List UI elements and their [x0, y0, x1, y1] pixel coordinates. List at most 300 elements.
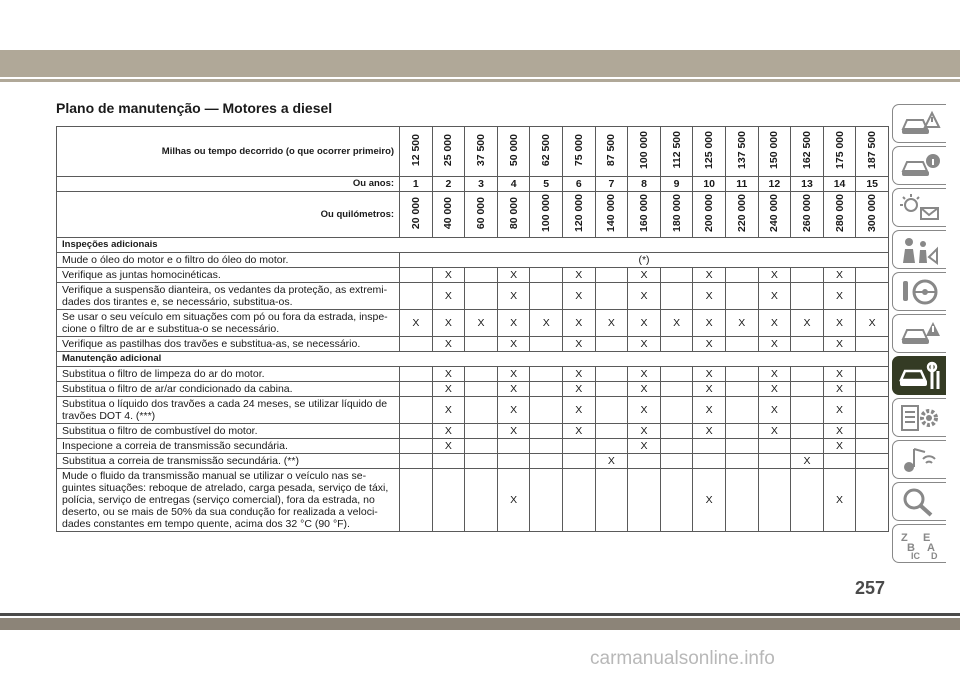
interval-mark: X: [628, 283, 661, 310]
interval-mark: [660, 283, 693, 310]
km-value: 140 000: [605, 194, 618, 232]
interval-mark: [791, 337, 824, 352]
year-value: 5: [530, 177, 563, 192]
interval-mark: X: [823, 397, 856, 424]
table-row: [57, 310, 889, 337]
interval-mark: [856, 454, 889, 469]
interval-mark: [530, 283, 563, 310]
interval-mark: X: [497, 397, 530, 424]
interval-mark: [497, 439, 530, 454]
interval-mark: [595, 469, 628, 532]
interval-mark: X: [693, 268, 726, 283]
interval-mark: X: [856, 310, 889, 337]
interval-mark: X: [758, 310, 791, 337]
interval-mark: [595, 382, 628, 397]
interval-mark: X: [823, 283, 856, 310]
interval-mark: [563, 469, 596, 532]
km-cell: [595, 192, 628, 238]
page-number: 257: [855, 578, 886, 598]
interval-mark: [465, 397, 498, 424]
km-cell: [400, 192, 433, 238]
header-row-years: [57, 177, 889, 192]
interval-mark: [856, 283, 889, 310]
interval-mark: X: [758, 283, 791, 310]
interval-mark: [725, 424, 758, 439]
interval-mark: [400, 397, 433, 424]
miles-cell: [497, 127, 530, 177]
year-value: 6: [563, 177, 596, 192]
interval-mark: [660, 439, 693, 454]
interval-mark: [400, 283, 433, 310]
interval-mark: [530, 454, 563, 469]
task-description: Substitua o filtro de combustível do motor.: [57, 424, 400, 439]
km-value: 40 000: [442, 196, 455, 230]
km-value: 260 000: [800, 194, 813, 232]
interval-mark: [725, 268, 758, 283]
table-row: [57, 337, 889, 352]
interval-mark: [693, 439, 726, 454]
interval-mark: X: [432, 424, 465, 439]
interval-mark: X: [693, 469, 726, 532]
interval-mark: [725, 454, 758, 469]
interval-mark: X: [497, 469, 530, 532]
interval-mark: [791, 367, 824, 382]
interval-mark: X: [758, 367, 791, 382]
interval-mark: X: [693, 283, 726, 310]
table-row: [57, 367, 889, 382]
km-cell: [660, 192, 693, 238]
svg-text:Z: Z: [901, 532, 908, 544]
table-row: [57, 454, 889, 469]
interval-mark: [595, 367, 628, 382]
table-row: [57, 253, 889, 268]
km-cell: [465, 192, 498, 238]
interval-mark: [465, 382, 498, 397]
interval-mark: X: [563, 268, 596, 283]
km-value: 120 000: [572, 194, 585, 232]
year-value: 15: [856, 177, 889, 192]
interval-mark: [530, 439, 563, 454]
miles-cell: [595, 127, 628, 177]
year-value: 12: [758, 177, 791, 192]
svg-text:D: D: [931, 551, 938, 559]
km-value: 300 000: [866, 194, 879, 232]
task-description: Mude o óleo do motor e o filtro do óleo do motor.: [57, 253, 400, 268]
miles-cell: [660, 127, 693, 177]
interval-mark: [758, 454, 791, 469]
interval-mark: [660, 424, 693, 439]
section-title: Inspeções adicionais: [57, 238, 889, 253]
interval-mark: X: [497, 424, 530, 439]
interval-mark: X: [823, 424, 856, 439]
interval-mark: X: [628, 310, 661, 337]
interval-mark: [530, 337, 563, 352]
interval-mark: X: [400, 310, 433, 337]
interval-mark: [856, 367, 889, 382]
miles-value: 137 500: [735, 131, 748, 169]
chapter-tab[interactable]: [892, 146, 946, 185]
interval-mark: [791, 382, 824, 397]
interval-mark: [432, 454, 465, 469]
km-value: 200 000: [703, 194, 716, 232]
svg-text:IC: IC: [911, 551, 920, 559]
interval-mark: X: [628, 337, 661, 352]
interval-mark: [400, 454, 433, 469]
interval-mark: X: [758, 424, 791, 439]
km-cell: [856, 192, 889, 238]
interval-mark: [465, 268, 498, 283]
miles-value: 187 500: [866, 131, 879, 169]
year-value: 10: [693, 177, 726, 192]
interval-mark: X: [628, 268, 661, 283]
interval-mark: X: [660, 310, 693, 337]
km-value: 180 000: [670, 194, 683, 232]
miles-value: 50 000: [507, 133, 520, 167]
section-row: [57, 238, 889, 253]
interval-mark: X: [693, 424, 726, 439]
km-value: 280 000: [833, 194, 846, 232]
svg-text:E: E: [923, 532, 931, 544]
interval-mark: X: [693, 310, 726, 337]
interval-mark: X: [823, 382, 856, 397]
interval-mark: [595, 439, 628, 454]
task-description: Se usar o seu veículo em situações com pó ou fora da estrada, inspe-cione o filtro de ar e substitua-o se necessário.: [57, 310, 400, 337]
year-value: 8: [628, 177, 661, 192]
table-row: [57, 424, 889, 439]
interval-mark: [725, 397, 758, 424]
interval-mark: [563, 439, 596, 454]
interval-mark: X: [497, 310, 530, 337]
interval-mark: X: [563, 310, 596, 337]
interval-mark: [530, 397, 563, 424]
interval-mark: [856, 439, 889, 454]
table-row: [57, 382, 889, 397]
interval-mark: [660, 337, 693, 352]
svg-text:B: B: [907, 542, 915, 554]
interval-mark: [400, 439, 433, 454]
interval-mark: [791, 397, 824, 424]
year-value: 4: [497, 177, 530, 192]
task-description: Inspecione a correia de transmissão secundária.: [57, 439, 400, 454]
interval-mark: [465, 469, 498, 532]
miles-value: 37 500: [475, 133, 488, 167]
table-row: [57, 439, 889, 454]
interval-mark: X: [693, 382, 726, 397]
miles-value: 75 000: [572, 133, 585, 167]
interval-mark: [465, 367, 498, 382]
header-row-miles: [57, 127, 889, 177]
interval-mark: [660, 367, 693, 382]
year-value: 11: [725, 177, 758, 192]
interval-mark: [465, 439, 498, 454]
chapter-tab[interactable]: [892, 524, 946, 563]
task-description: Verifique as pastilhas dos travões e substitua-as, se necessário.: [57, 337, 400, 352]
miles-cell: [791, 127, 824, 177]
interval-mark: X: [758, 337, 791, 352]
km-value: 20 000: [409, 196, 422, 230]
interval-mark: [791, 268, 824, 283]
miles-value: 25 000: [442, 133, 455, 167]
km-cell: [530, 192, 563, 238]
chapter-tab[interactable]: [892, 398, 946, 437]
chapter-tab[interactable]: [892, 440, 946, 479]
year-value: 13: [791, 177, 824, 192]
interval-mark: X: [432, 268, 465, 283]
task-description: Mude o fluido da transmissão manual se utilizar o veículo nas se-guintes situações: reboque de atrelado, carga pesada, serviço de táxi, polícia, serviço de entregas (serviço comercial), fora da estrada, no deserto, ou se mais de 50% da sua condução for realizada a veloci-dades constantes em tempo quente, acima dos 32 °C (90 °F).: [57, 469, 400, 532]
interval-mark: X: [497, 283, 530, 310]
task-description: Substitua o líquido dos travões a cada 24 meses, se utilizar líquido de travões DOT 4. (***): [57, 397, 400, 424]
interval-mark: X: [432, 283, 465, 310]
year-value: 2: [432, 177, 465, 192]
interval-mark: X: [628, 424, 661, 439]
task-description: Substitua o filtro de limpeza do ar do motor.: [57, 367, 400, 382]
interval-mark: X: [465, 310, 498, 337]
interval-mark: [465, 337, 498, 352]
km-cell: [758, 192, 791, 238]
interval-mark: X: [758, 397, 791, 424]
km-value: 60 000: [475, 196, 488, 230]
section-row: [57, 352, 889, 367]
interval-mark: X: [432, 367, 465, 382]
interval-mark: [400, 382, 433, 397]
interval-mark: X: [595, 310, 628, 337]
km-label: Ou quilómetros:: [57, 192, 400, 238]
interval-mark: [400, 268, 433, 283]
interval-mark: X: [725, 310, 758, 337]
task-description: Substitua o filtro de ar/ar condicionado da cabina.: [57, 382, 400, 397]
section-title: Manutenção adicional: [57, 352, 889, 367]
year-value: 9: [660, 177, 693, 192]
table-row: [57, 397, 889, 424]
miles-cell: [563, 127, 596, 177]
miles-value: 150 000: [768, 131, 781, 169]
interval-mark: [595, 283, 628, 310]
maintenance-table: [56, 126, 889, 532]
interval-mark: X: [628, 382, 661, 397]
km-cell: [497, 192, 530, 238]
interval-mark: [791, 283, 824, 310]
miles-value: 62 500: [540, 133, 553, 167]
interval-note: (*): [400, 253, 889, 268]
interval-mark: [530, 424, 563, 439]
interval-mark: X: [693, 337, 726, 352]
miles-cell: [432, 127, 465, 177]
task-description: Verifique a suspensão dianteira, os vedantes da proteção, as extremi-dades dos tirantes e, se necessário, substitua-os.: [57, 283, 400, 310]
interval-mark: [791, 424, 824, 439]
task-description: Verifique as juntas homocinéticas.: [57, 268, 400, 283]
miles-value: 162 500: [800, 131, 813, 169]
year-value: 14: [823, 177, 856, 192]
interval-mark: [595, 424, 628, 439]
interval-mark: X: [563, 397, 596, 424]
page-title: Plano de manutenção — Motores a diesel: [56, 100, 333, 116]
interval-mark: [660, 397, 693, 424]
interval-mark: [791, 439, 824, 454]
miles-value: 87 500: [605, 133, 618, 167]
years-label: Ou anos:: [57, 177, 400, 192]
interval-mark: [530, 469, 563, 532]
interval-mark: [856, 397, 889, 424]
miles-label: Milhas ou tempo decorrido (o que ocorrer primeiro): [57, 127, 400, 177]
interval-mark: X: [823, 367, 856, 382]
interval-mark: X: [791, 454, 824, 469]
interval-mark: [660, 454, 693, 469]
interval-mark: [758, 439, 791, 454]
interval-mark: X: [497, 367, 530, 382]
interval-mark: [530, 268, 563, 283]
year-value: 3: [465, 177, 498, 192]
task-description: Substitua a correia de transmissão secundária. (**): [57, 454, 400, 469]
interval-mark: [660, 469, 693, 532]
interval-mark: [595, 268, 628, 283]
miles-cell: [856, 127, 889, 177]
km-value: 100 000: [540, 194, 553, 232]
interval-mark: X: [628, 439, 661, 454]
header-row-km: [57, 192, 889, 238]
interval-mark: X: [563, 283, 596, 310]
interval-mark: [628, 469, 661, 532]
km-cell: [432, 192, 465, 238]
miles-cell: [465, 127, 498, 177]
top-line: [0, 79, 960, 82]
miles-cell: [628, 127, 661, 177]
interval-mark: X: [497, 337, 530, 352]
interval-mark: [465, 454, 498, 469]
interval-mark: X: [823, 337, 856, 352]
interval-mark: X: [432, 337, 465, 352]
interval-mark: [595, 397, 628, 424]
interval-mark: X: [563, 424, 596, 439]
interval-mark: X: [432, 382, 465, 397]
miles-cell: [693, 127, 726, 177]
miles-cell: [758, 127, 791, 177]
interval-mark: [725, 439, 758, 454]
chapter-tab[interactable]: [892, 482, 946, 521]
miles-value: 175 000: [833, 131, 846, 169]
chapter-tab[interactable]: [892, 188, 946, 227]
interval-mark: X: [823, 469, 856, 532]
chapter-tab[interactable]: [892, 314, 946, 353]
interval-mark: [693, 454, 726, 469]
km-value: 220 000: [735, 194, 748, 232]
table-row: [57, 268, 889, 283]
interval-mark: X: [758, 382, 791, 397]
interval-mark: X: [497, 268, 530, 283]
interval-mark: [563, 454, 596, 469]
km-cell: [791, 192, 824, 238]
interval-mark: [758, 469, 791, 532]
km-value: 80 000: [507, 196, 520, 230]
interval-mark: [400, 469, 433, 532]
interval-mark: [856, 268, 889, 283]
interval-mark: [856, 337, 889, 352]
km-cell: [563, 192, 596, 238]
miles-cell: [725, 127, 758, 177]
svg-text:A: A: [927, 542, 935, 554]
interval-mark: X: [823, 310, 856, 337]
miles-value: 100 000: [637, 131, 650, 169]
year-value: 1: [400, 177, 433, 192]
interval-mark: [725, 382, 758, 397]
interval-mark: [823, 454, 856, 469]
chapter-tab[interactable]: [892, 230, 946, 269]
interval-mark: X: [563, 337, 596, 352]
interval-mark: X: [432, 310, 465, 337]
miles-value: 12 500: [409, 133, 422, 167]
interval-mark: [628, 454, 661, 469]
interval-mark: [595, 337, 628, 352]
interval-mark: [725, 367, 758, 382]
chapter-tab[interactable]: [892, 356, 946, 395]
top-band: [0, 50, 960, 77]
bottom-line: [0, 613, 960, 616]
km-value: 240 000: [768, 194, 781, 232]
interval-mark: [660, 268, 693, 283]
interval-mark: X: [563, 382, 596, 397]
interval-mark: X: [693, 397, 726, 424]
interval-mark: X: [497, 382, 530, 397]
interval-mark: X: [563, 367, 596, 382]
interval-mark: [400, 424, 433, 439]
miles-value: 125 000: [703, 131, 716, 169]
interval-mark: X: [693, 367, 726, 382]
interval-mark: X: [823, 439, 856, 454]
interval-mark: [432, 469, 465, 532]
interval-mark: X: [758, 268, 791, 283]
miles-cell: [400, 127, 433, 177]
chapter-tab[interactable]: [892, 104, 946, 143]
interval-mark: X: [823, 268, 856, 283]
interval-mark: X: [432, 439, 465, 454]
km-value: 160 000: [637, 194, 650, 232]
miles-cell: [530, 127, 563, 177]
miles-value: 112 500: [670, 131, 683, 169]
interval-mark: [497, 454, 530, 469]
km-cell: [693, 192, 726, 238]
interval-mark: [530, 382, 563, 397]
interval-mark: X: [595, 454, 628, 469]
interval-mark: [400, 337, 433, 352]
year-value: 7: [595, 177, 628, 192]
interval-mark: X: [791, 310, 824, 337]
table-row: [57, 469, 889, 532]
interval-mark: X: [628, 367, 661, 382]
interval-mark: X: [628, 397, 661, 424]
interval-mark: X: [432, 397, 465, 424]
interval-mark: [725, 469, 758, 532]
interval-mark: X: [530, 310, 563, 337]
interval-mark: [856, 424, 889, 439]
interval-mark: [465, 283, 498, 310]
interval-mark: [725, 337, 758, 352]
chapter-tab[interactable]: [892, 272, 946, 311]
km-cell: [725, 192, 758, 238]
km-cell: [628, 192, 661, 238]
interval-mark: [465, 424, 498, 439]
interval-mark: [856, 382, 889, 397]
interval-mark: [660, 382, 693, 397]
interval-mark: [725, 283, 758, 310]
miles-cell: [823, 127, 856, 177]
interval-mark: [791, 469, 824, 532]
interval-mark: [530, 367, 563, 382]
km-cell: [823, 192, 856, 238]
table-row: [57, 283, 889, 310]
interval-mark: [400, 367, 433, 382]
bottom-band: [0, 618, 960, 630]
interval-mark: [856, 469, 889, 532]
watermark: carmanualsonline.info: [590, 648, 775, 669]
